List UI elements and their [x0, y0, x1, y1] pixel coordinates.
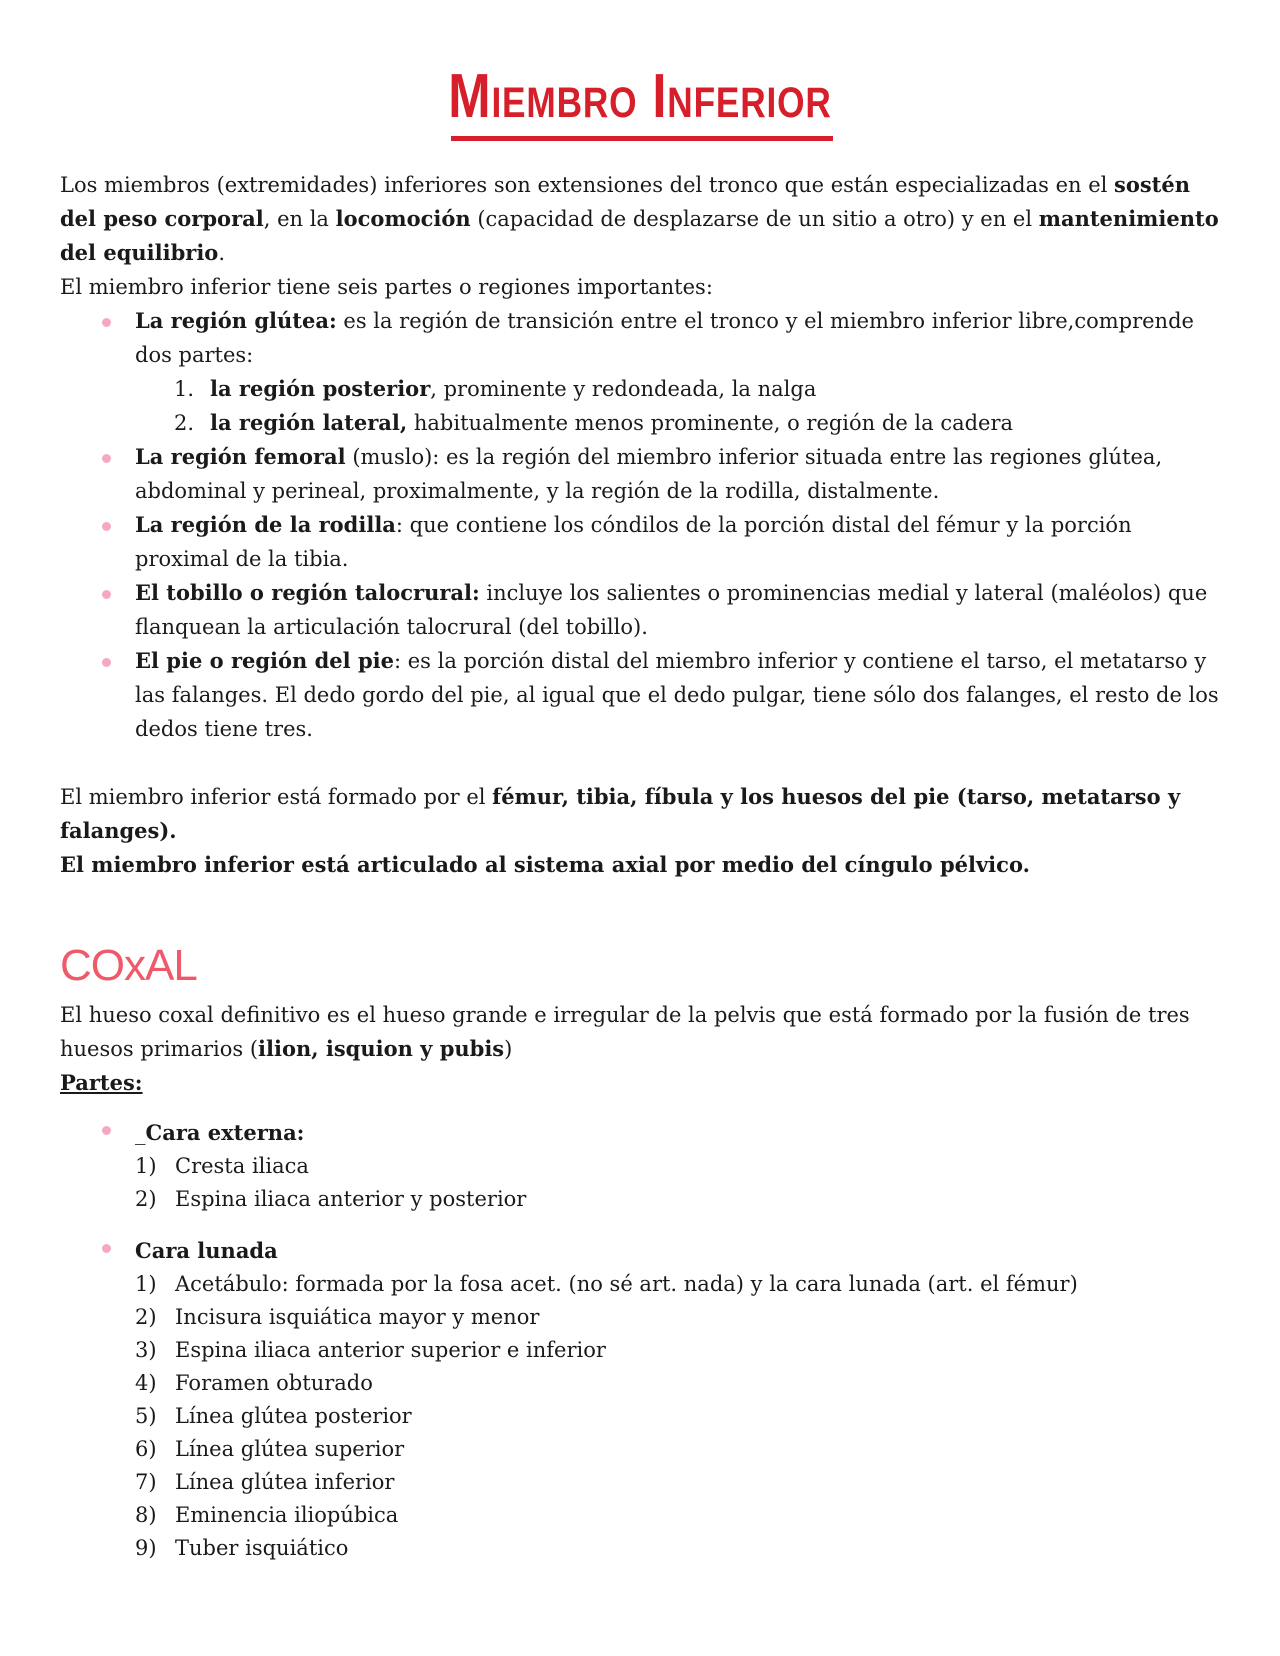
list-item: [60, 440, 1225, 508]
item-bold: la región lateral,: [210, 410, 408, 435]
list-item: [60, 576, 1225, 644]
list-item: [60, 1367, 1225, 1400]
coxal-paragraph: [60, 998, 1225, 1066]
item-number: 1): [135, 1272, 157, 1296]
item-text: Línea glútea posterior: [175, 1404, 412, 1428]
intro-bold: locomoción: [335, 206, 471, 231]
externa-sublist: [60, 1150, 1225, 1216]
region-text: es la región de transición entre el tronco y el miembro inferior libre,comprende dos partes:: [135, 309, 1194, 367]
item-text: Espina iliaca anterior y posterior: [175, 1187, 527, 1211]
region-title: La región de la rodilla: [135, 512, 396, 537]
list-item: [60, 406, 1225, 440]
region-text: : que contiene los cóndilos de la porción distal del fémur y la porción proximal de la tibia.: [135, 513, 1132, 571]
bones-bold: fémur, tibia, fíbula y los huesos del pie (tarso, metatarso y falanges).: [60, 784, 1181, 843]
section-title-coxal: COxAL: [60, 941, 197, 990]
face-title: Cara externa:: [145, 1120, 305, 1145]
list-item: [60, 1112, 1225, 1216]
region-title: El tobillo o región talocrural:: [135, 580, 480, 605]
item-text: Acetábulo: formada por la fosa acet. (no sé art. nada) y la cara lunada (art. el fémur): [175, 1272, 1078, 1296]
item-number: 9): [135, 1536, 157, 1560]
region-text: : es la porción distal del miembro inferior y contiene el tarso, el metatarso y las falanges. El dedo gordo del pie, al igual que el dedo pulgar, tiene sólo dos falanges, el resto de los dedos tiene tres.: [135, 649, 1219, 741]
item-text: Incisura isquiática mayor y menor: [175, 1305, 540, 1329]
regions-intro: El miembro inferior tiene seis partes o regiones importantes:: [60, 275, 713, 299]
region-text: (muslo): es la región del miembro inferior situada entre las regiones glútea, abdominal y perineal, proximalmente, y la región de la rodilla, distalmente.: [135, 445, 1163, 503]
document-body: [60, 168, 1225, 1565]
intro-paragraph: [60, 168, 1225, 270]
item-number: 6): [135, 1437, 157, 1461]
item-number: 7): [135, 1470, 157, 1494]
item-number: 1.: [174, 377, 195, 401]
title-underline: [451, 136, 833, 141]
intro-text: .: [218, 241, 225, 265]
region-text: incluye los salientes o prominencias medial y lateral (maléolos) que flanquean la articulación talocrural (del tobillo).: [135, 581, 1208, 639]
regions-list: [60, 304, 1225, 746]
list-item: [60, 304, 1225, 440]
intro-bold: sostén del peso corporal: [60, 172, 1191, 231]
item-number: 3): [135, 1338, 157, 1362]
spacer: [60, 746, 1225, 780]
spacer: [60, 882, 1225, 916]
item-text: Tuber isquiático: [175, 1536, 349, 1560]
list-item: [60, 1532, 1225, 1565]
item-text: Línea glútea inferior: [175, 1470, 395, 1494]
axial-paragraph: [60, 848, 1225, 882]
page-title: Miembro Inferior: [448, 62, 832, 131]
intro-text: , en la: [263, 207, 336, 231]
item-number: 2): [135, 1187, 157, 1211]
gluteal-sublist: [135, 372, 1225, 440]
list-item: [60, 372, 1225, 406]
lunada-sublist: [60, 1268, 1225, 1565]
list-item: [60, 1466, 1225, 1499]
list-item: [60, 1301, 1225, 1334]
bones-text: El miembro inferior está formado por el: [60, 785, 493, 809]
axial-bold: El miembro inferior está articulado al sistema axial por medio del cíngulo pélvico.: [60, 852, 1030, 877]
coxal-text: El hueso coxal definitivo es el hueso grande e irregular de la pelvis que está formado por la fusión de tres huesos primarios (: [60, 1003, 1190, 1061]
item-text: Eminencia iliopúbica: [175, 1503, 399, 1527]
region-title: El pie o región del pie: [135, 648, 394, 673]
item-text: , prominente y redondeada, la nalga: [430, 377, 817, 401]
face-title: Cara lunada: [135, 1238, 278, 1263]
item-number: 5): [135, 1404, 157, 1428]
item-number: 1): [135, 1154, 157, 1178]
item-text: Foramen obturado: [175, 1371, 373, 1395]
item-number: 4): [135, 1371, 157, 1395]
intro-text: (capacidad de desplazarse de un sitio a otro) y en el: [470, 207, 1039, 231]
item-number: 8): [135, 1503, 157, 1527]
coxal-text: ): [504, 1037, 513, 1061]
list-item: [60, 1230, 1225, 1565]
list-item: [60, 1150, 1225, 1183]
coxal-bold: ilion, isquion y pubis: [258, 1036, 505, 1061]
list-item: [60, 644, 1225, 746]
bones-paragraph: [60, 780, 1225, 848]
region-title: La región glútea:: [135, 308, 337, 333]
item-text: Línea glútea superior: [175, 1437, 405, 1461]
parts-label: [60, 1066, 1225, 1100]
list-item: [60, 1334, 1225, 1367]
list-item: [60, 1268, 1225, 1301]
intro-bold: mantenimiento del equilibrio: [60, 206, 1219, 265]
list-item: [60, 1400, 1225, 1433]
item-number: 2.: [174, 411, 195, 435]
list-item: [60, 1433, 1225, 1466]
list-item: [60, 508, 1225, 576]
list-item: [60, 1499, 1225, 1532]
item-number: 2): [135, 1305, 157, 1329]
coxal-parts-list: [60, 1112, 1225, 1565]
region-title: La región femoral: [135, 444, 346, 469]
list-item: [60, 1183, 1225, 1216]
item-text: Espina iliaca anterior superior e inferior: [175, 1338, 606, 1362]
intro-text: Los miembros (extremidades) inferiores son extensiones del tronco que están especializadas en el: [60, 173, 1115, 197]
parts-label-text: Partes:: [60, 1070, 143, 1095]
item-prefix: _: [135, 1121, 146, 1145]
item-text: Cresta iliaca: [175, 1154, 309, 1178]
item-bold: la región posterior: [210, 376, 431, 401]
item-text: habitualmente menos prominente, o región de la cadera: [407, 411, 1014, 435]
